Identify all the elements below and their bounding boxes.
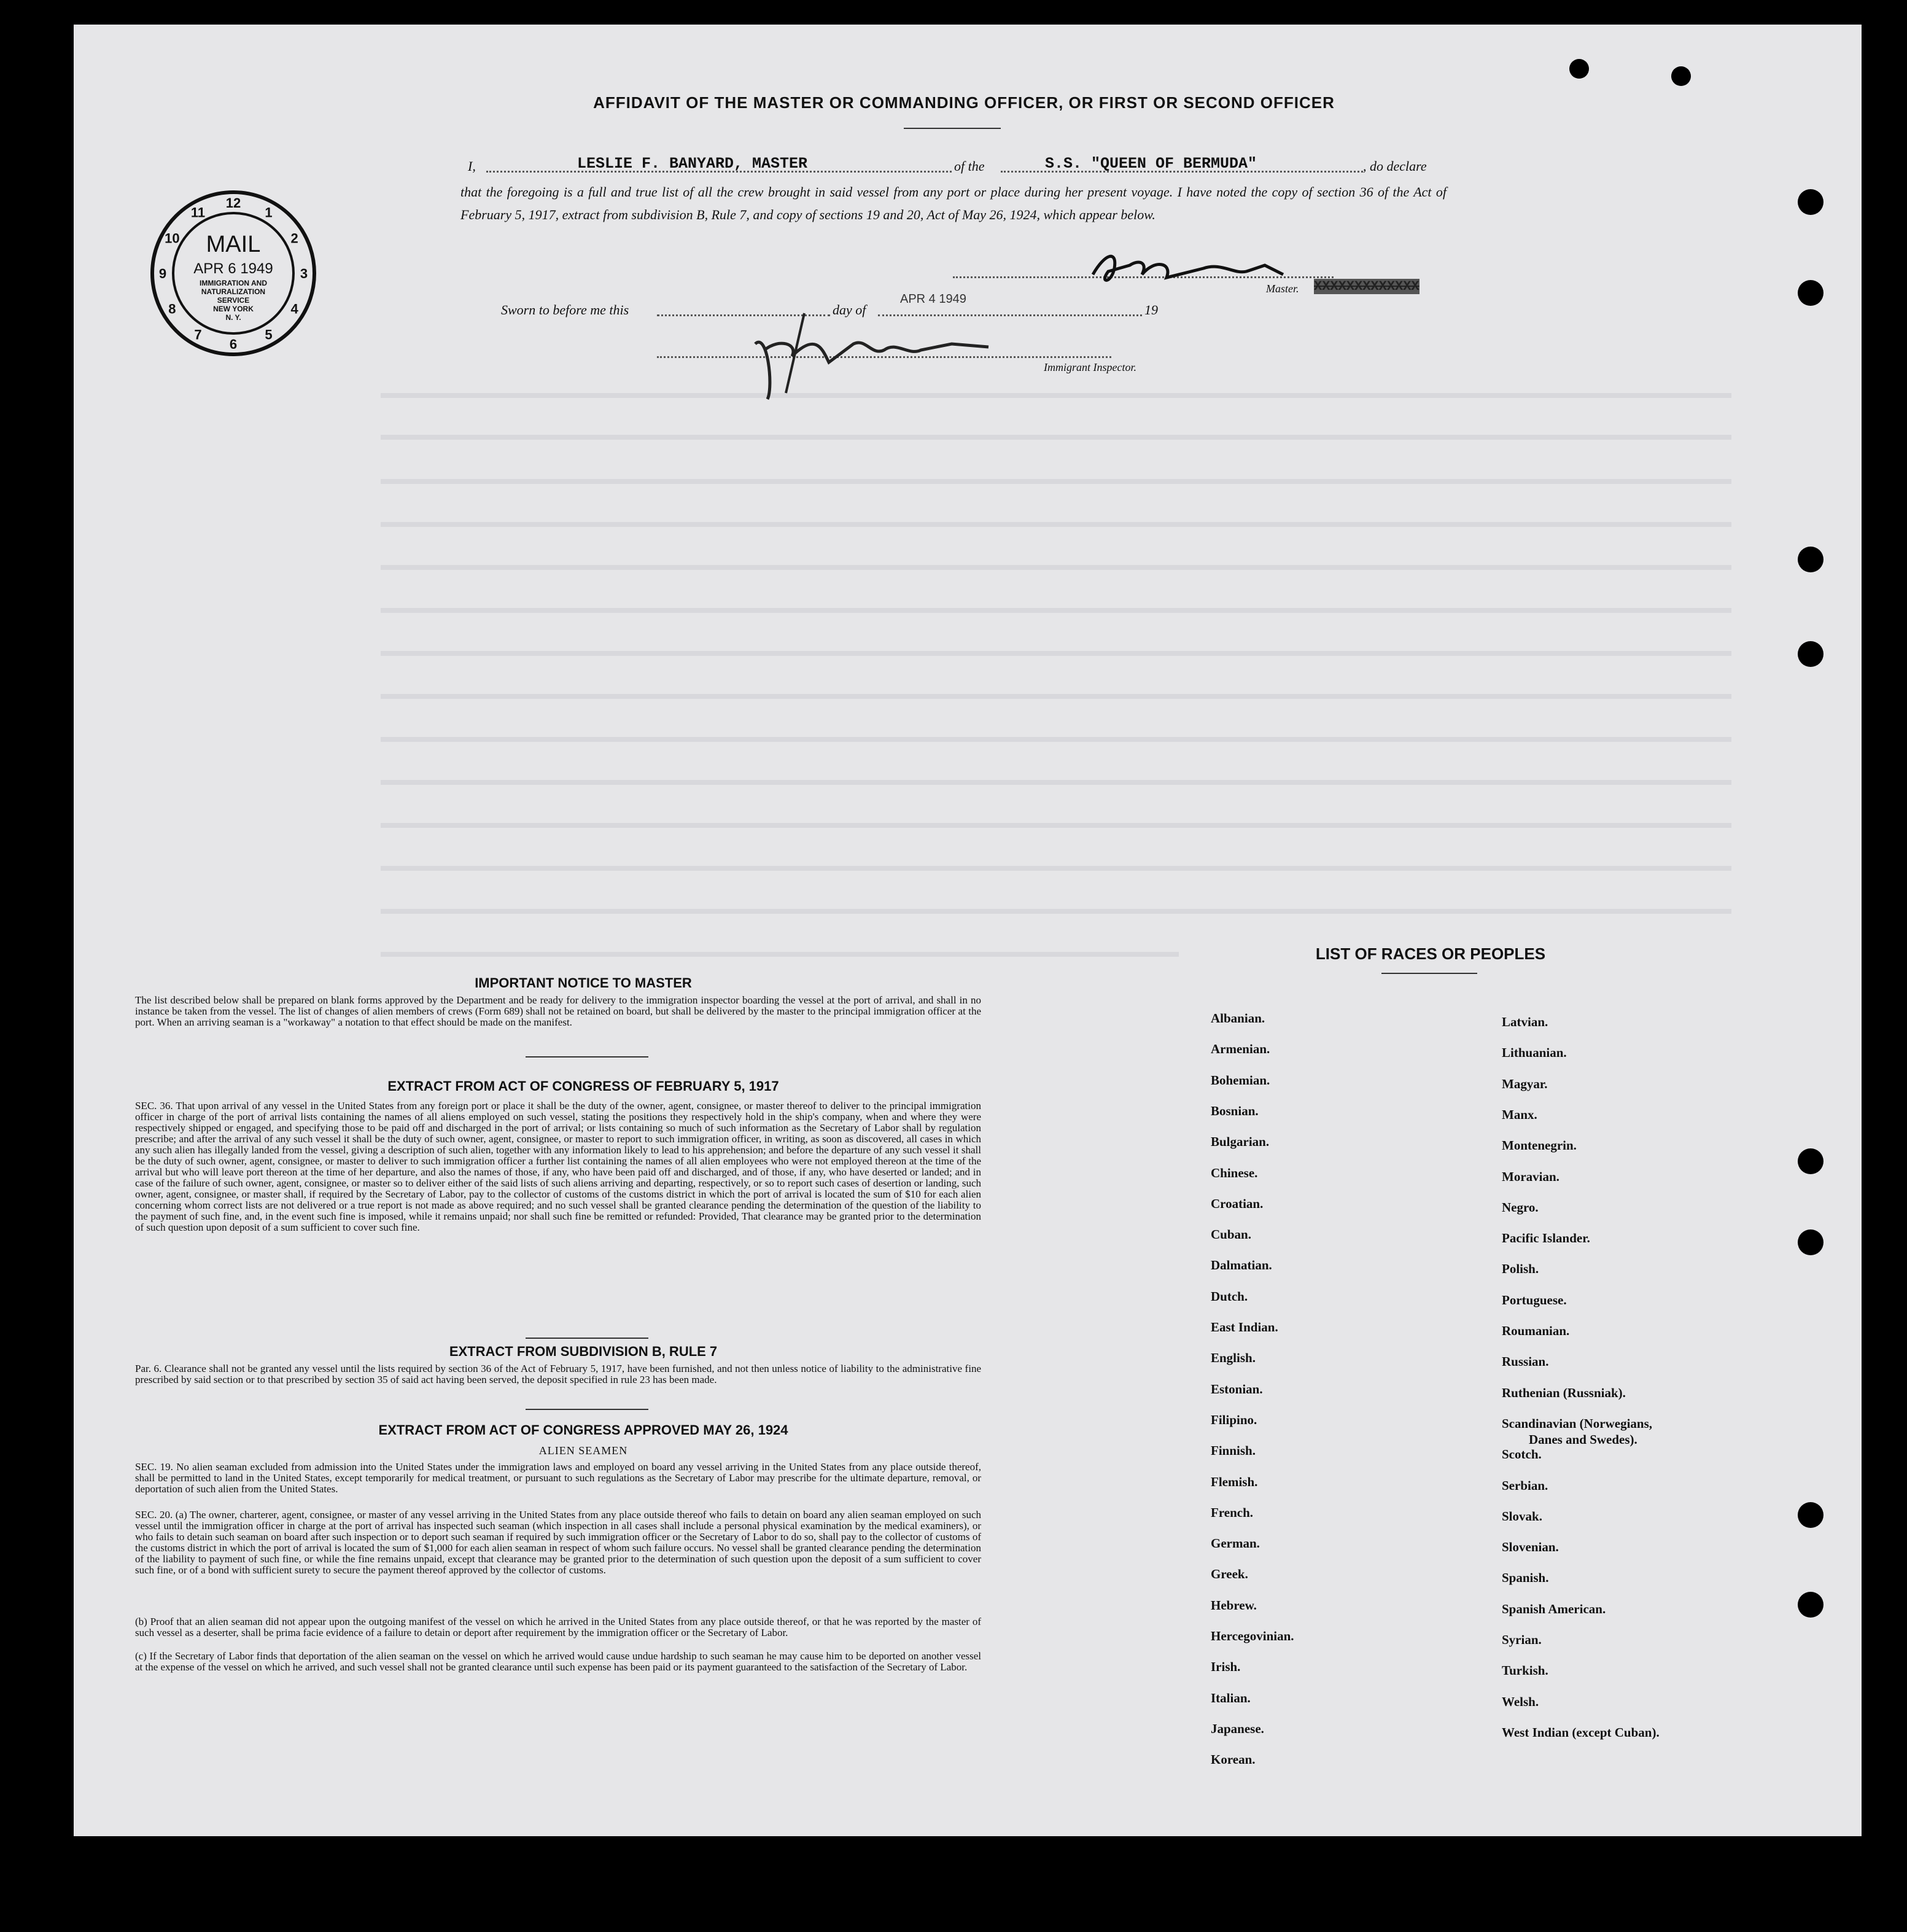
race-item-left: Italian. — [1211, 1690, 1251, 1705]
act-1924-title: EXTRACT FROM ACT OF CONGRESS APPROVED MAY 26, 1924 — [378, 1422, 788, 1438]
race-item-right: Spanish. — [1502, 1570, 1549, 1586]
master-name: LESLIE F. BANYARD, MASTER — [577, 155, 808, 173]
punch-hole — [1569, 59, 1589, 79]
race-item-left: German. — [1211, 1536, 1260, 1551]
race-item-right: Welsh. — [1502, 1694, 1539, 1709]
stamp-dial-number: 9 — [158, 266, 167, 281]
stamp-line4: NEW YORK — [213, 305, 254, 313]
rule-7-title: EXTRACT FROM SUBDIVISION B, RULE 7 — [449, 1344, 718, 1359]
inspector-label: Immigrant Inspector. — [1044, 361, 1136, 373]
race-item-right: Slovenian. — [1502, 1540, 1559, 1555]
heading-divider — [904, 128, 1001, 129]
stamp-line2: NATURALIZATION — [201, 287, 266, 296]
race-item-right: Russian. — [1502, 1354, 1549, 1369]
act-1924-sec20b: (b) Proof that an alien seaman did not appear upon the outgoing manifest of the vessel on which he arrived in the United States from any place outside thereof, or that he was reported by the master of such vessel as a deserter, shall be prima facie evidence of a failure to detain or deport after requirement by the immigration officer or the Secretary of Labor. — [135, 1616, 981, 1638]
race-item-left: Bosnian. — [1211, 1103, 1259, 1118]
race-item-right: Serbian. — [1502, 1478, 1548, 1493]
stamp-dial-number: 7 — [194, 327, 202, 343]
act-1917-text: SEC. 36. That upon arrival of any vessel in the United States from any foreign port or place it shall be the duty of the owner, agent, consignee, or master thereof to deliver to the principal immigration officer in charge of the port of arrival lists containing the names of all aliens employed on such vessel, stating the positions they respectively hold in the ship's company, when and where they were respectively shipped or engaged, and specifying those to be paid off and discharged in the port of arrival; or lists containing so much of such information as the Secretary of Labor shall by regulation prescribe; and after the arrival of any such vessel it shall be the duty of such owner, agent, consignee, or master to report to such immigration officer, in writing, as soon as discovered, all cases in which any such alien has illegally landed from the vessel, giving a description of such alien, together with any information likely to lead to his apprehension; and before the departure of any such vessel it shall be the duty of such owner, agent, consignee, or master to deliver to such immigration officer a further list containing the names of all alien employees who were not employed thereon at the time of the arrival but who will leave port thereon at the time of her departure, and also the names of those, if any, who have been paid off and discharged, and of those, if any, who have deserted or landed; and in case of the failure of such owner, agent, consignee, or master so to deliver either of the said lists of such aliens arriving and departing, respectively, or so to report such cases of desertion or landing, such owner, agent, consignee, or master shall, if required by the Secretary of Labor, pay to the collector of customs of the customs district in which the port of arrival is located the sum of $10 for each alien concerning whom correct lists are not delivered or a true report is not made as above required; and no such vessel shall be granted clearance pending the determination of the question of the liability to the payment of such fine, and, in the event such fine is imposed, while it remains unpaid; nor shall such fine be remitted or refunded: Provided, That clearance may be granted prior to the determination of such question upon deposit of a sum sufficient to cover such fine. — [135, 1100, 981, 1233]
act-1924-sec20a: SEC. 20. (a) The owner, charterer, agent, consignee, or master of any vessel arriving in the United States from any place outside thereof who fails to detain on board any alien seaman employed on such vessel until the immigration officer in charge at the port of arrival has inspected such seaman (which inspection in all cases shall include a personal physical examination by the medical examiners), or who fails to detain such seaman on board after such inspection or to deport such seaman if required by such immigration officer or the Secretary of Labor to do so, shall pay to the collector of customs of the customs district in which the port of arrival is located the sum of $1,000 for each alien seaman in respect of whom such failure occurs. No vessel shall be granted clearance pending the determination of the liability to payment of such fine, or while the fine remains unpaid, except that clearance may be granted prior to the determination of such question upon the deposit of a sum sufficient to cover such fine, or of a bond with sufficient surety to secure the payment thereof approved by the collector of customs. — [135, 1509, 981, 1576]
punch-hole — [1798, 1592, 1823, 1618]
act-1924-sec19: SEC. 19. No alien seaman excluded from admission into the United States under the immigration laws and employed on board any vessel arriving in the United States from any place outside thereof, shall be permitted to land in the United States, except temporarily for medical treatment, or pursuant to such regulations as the Secretary of Labor may prescribe for the ultimate departure, removal, or deportation of such alien from the United States. — [135, 1461, 981, 1495]
race-item-left: Finnish. — [1211, 1443, 1256, 1459]
race-item-left: Hercegovinian. — [1211, 1629, 1294, 1643]
race-item-left: Bohemian. — [1211, 1072, 1270, 1088]
punch-hole — [1798, 547, 1823, 572]
race-item-left: Hebrew. — [1211, 1597, 1257, 1613]
races-divider — [1381, 973, 1477, 974]
stamp-title: MAIL — [206, 232, 261, 257]
punch-hole — [1798, 1502, 1823, 1528]
punch-hole — [1798, 1229, 1823, 1255]
stamp-dial-number: 5 — [265, 327, 273, 343]
race-item-left: Greek. — [1211, 1567, 1248, 1582]
race-item-right: Scotch. — [1502, 1447, 1542, 1462]
mail-received-stamp — [147, 187, 319, 359]
punch-hole — [1671, 66, 1691, 86]
of-the-label: of the — [954, 158, 985, 174]
do-declare-label: , do declare — [1363, 158, 1427, 174]
stamp-dial-number: 10 — [165, 230, 180, 246]
sworn-label: Sworn to before me this — [501, 302, 629, 317]
stamp-dial-number: 4 — [290, 301, 298, 317]
rule-7-divider — [526, 1409, 648, 1410]
stamp-dial-number: 3 — [300, 266, 308, 281]
act-1924-sec20c: (c) If the Secretary of Labor finds that deportation of the alien seaman on the vessel on which he arrived would cause undue hardship to such seaman he may cause him to be deported on another vessel at the expense of the vessel on which he arrived, and such vessel shall not be granted clearance until such expense has been paid or its payment guaranteed to the satisfaction of the Secretary of Labor. — [135, 1650, 981, 1673]
race-item-right: Syrian. — [1502, 1632, 1542, 1647]
punch-hole — [1798, 641, 1823, 667]
race-item-left: Japanese. — [1211, 1721, 1264, 1736]
race-item-right: Scandinavian (Norwegians, — [1502, 1416, 1653, 1431]
race-item-right: Slovak. — [1502, 1508, 1542, 1524]
year-prefix: 19 — [1144, 302, 1158, 317]
stamp-dial-number: 6 — [229, 337, 238, 352]
affidavit-body: that the foregoing is a full and true list of all the crew brought in said vessel from any port or place during her present voyage. I have noted the copy of section 36 of the Act of February 5, 1917, extract from subdivision B, Rule 7, and copy of sections 19 and 20, Act of May 26, 1924, which appear below. — [460, 184, 1447, 222]
race-item-right: Negro. — [1502, 1199, 1539, 1215]
race-item-right: Turkish. — [1502, 1663, 1548, 1678]
affidavit-heading: AFFIDAVIT OF THE MASTER OR COMMANDING OFFICER, OR FIRST OR SECOND OFFICER — [593, 93, 1335, 112]
race-item-left: English. — [1211, 1350, 1256, 1366]
punch-hole — [1798, 189, 1823, 215]
race-item-left: Cuban. — [1211, 1227, 1251, 1242]
race-item-right: Montenegrin. — [1502, 1138, 1577, 1153]
race-item-right: Danes and Swedes). — [1529, 1431, 1637, 1447]
race-item-left: Bulgarian. — [1211, 1134, 1270, 1150]
race-item-right: Latvian. — [1502, 1015, 1548, 1029]
rule-7-text: Par. 6. Clearance shall not be granted any vessel until the lists required by section 36 of the Act of February 5, 1917, have been furnished, and not then unless notice of liability to the administrative fine prescribed by said section or to that prescribed by section 35 of said act having been served, the deposit specified in rule 23 has been made. — [135, 1363, 981, 1385]
race-item-left: East Indian. — [1211, 1320, 1278, 1334]
race-item-left: Korean. — [1211, 1752, 1256, 1767]
race-item-left: Flemish. — [1211, 1474, 1258, 1489]
race-item-left: Chinese. — [1211, 1165, 1258, 1180]
race-item-left: Albanian. — [1211, 1011, 1265, 1026]
race-item-right: Lithuanian. — [1502, 1045, 1567, 1061]
punch-hole — [1798, 280, 1823, 306]
race-item-left: Irish. — [1211, 1659, 1241, 1675]
race-item-right: Roumanian. — [1502, 1323, 1570, 1338]
race-item-left: Armenian. — [1211, 1042, 1270, 1057]
race-item-right: West Indian (except Cuban). — [1502, 1724, 1660, 1740]
master-label: Master. — [1266, 282, 1299, 295]
races-title: LIST OF RACES OR PEOPLES — [1315, 945, 1546, 963]
act-1924-subtitle: ALIEN SEAMEN — [538, 1444, 628, 1457]
stamp-dial-number: 1 — [265, 204, 273, 220]
race-item-right: Ruthenian (Russniak). — [1502, 1385, 1626, 1400]
race-item-right: Portuguese. — [1502, 1292, 1567, 1307]
stamp-dial-number: 12 — [225, 195, 241, 211]
race-item-right: Spanish American. — [1502, 1601, 1606, 1616]
date-stamp: APR 4 1949 — [900, 292, 966, 306]
document-page — [74, 25, 1862, 1836]
act-1917-divider — [526, 1338, 648, 1339]
notice-divider — [526, 1056, 648, 1058]
race-item-left: Croatian. — [1211, 1196, 1264, 1211]
race-item-right: Manx. — [1502, 1107, 1537, 1122]
stamp-line3: SERVICE — [217, 296, 250, 305]
notice-title: IMPORTANT NOTICE TO MASTER — [475, 975, 692, 991]
master-struck-title: XXXXXXXXXXXXX — [1314, 279, 1420, 294]
race-item-left: Dalmatian. — [1211, 1258, 1272, 1273]
stamp-line5: N. Y. — [225, 313, 241, 322]
act-1917-title: EXTRACT FROM ACT OF CONGRESS OF FEBRUARY 5, 1917 — [387, 1078, 779, 1094]
race-item-left: Dutch. — [1211, 1288, 1248, 1304]
race-item-right: Moravian. — [1502, 1169, 1559, 1184]
race-item-left: Estonian. — [1211, 1381, 1263, 1396]
i-label: I, — [468, 158, 476, 174]
day-of-label: day of — [833, 302, 866, 317]
stamp-dial-number: 8 — [168, 301, 176, 317]
stamp-dial-number: 2 — [290, 230, 298, 246]
stamp-dial-number: 11 — [190, 204, 206, 220]
inspector-signature — [731, 295, 1038, 411]
race-item-right: Polish. — [1502, 1261, 1539, 1277]
stamp-line1: IMMIGRATION AND — [200, 279, 267, 287]
notice-text: The list described below shall be prepared on blank forms approved by the Department and be ready for delivery to the immigration inspector boarding the vessel at the port of arrival, and shall in no instance be taken from the vessel. The list of changes of alien members of crews (Form 689) shall not be retained on board, but shall be delivered by the master to the principal immigration officer at the port. When an arriving seaman is a "workaway" a notation to that effect should be made on the manifest. — [135, 994, 981, 1028]
stamp-date: APR 6 1949 — [193, 260, 273, 277]
race-item-left: Filipino. — [1211, 1412, 1257, 1427]
race-item-right: Pacific Islander. — [1502, 1231, 1590, 1246]
race-item-left: French. — [1211, 1505, 1254, 1520]
punch-hole — [1798, 1148, 1823, 1174]
vessel-name: S.S. "QUEEN OF BERMUDA" — [1045, 155, 1257, 173]
race-item-right: Magyar. — [1502, 1076, 1548, 1091]
